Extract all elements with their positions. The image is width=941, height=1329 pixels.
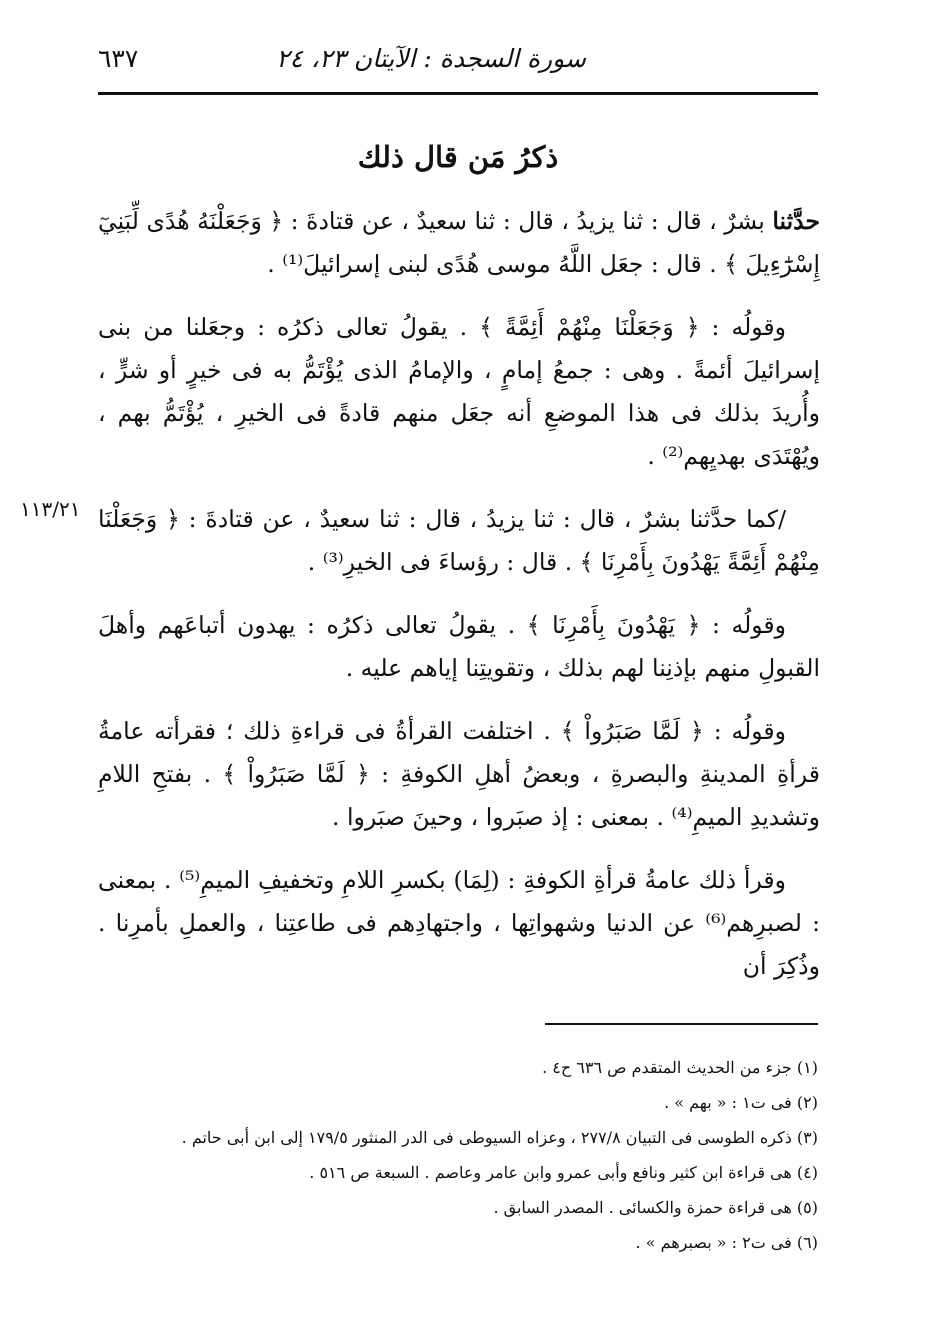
section-heading: ذكرُ مَن قال ذلك [357,140,559,174]
paragraph-4-text: وقولُه : ﴿ يَهْدُونَ بِأَمْرِنَا ﴾ . يقولُ تعالى ذكرُه : يهدون أتباعَهم وأهلَ القبولِ منهم بإذنِنا لهم بذلك ، وتقويتِنا إياهم عليه . [98,611,820,682]
footnote-3: (٣) ذكره الطوسى فى التبيان ٢٧٧/٨ ، وعزاه السيوطى فى الدر المنثور ١٧٩/٥ إلى ابن أبى حاتم . [181,1128,818,1147]
paragraph-3 [98,498,820,584]
paragraph-1-lead: حدَّثنا [772,207,820,235]
footnote-1: (١) جزء من الحديث المتقدم ص ٦٣٦ ح٤ . [542,1058,818,1077]
page-number: ٦٣٧ [98,44,139,73]
paragraph-1-text: بشرٌ ، قال : ثنا يزيدُ ، قال : ثنا سعيدٌ ، عن قتادةَ : ﴿ وَجَعَلْنَهُ هُدًى لِّبَنِيٓ إِسْرَٰٓءِيلَ ﴾ . قال : جعَل اللَّهُ موسى هُدًى لبنى إسرائيلَ⁽¹⁾ . [98,207,820,278]
main-text [98,200,820,1008]
footnote-2: (٢) فى ت١ : « بهم » . [664,1093,818,1112]
paragraph-2-text: وقولُه : ﴿ وَجَعَلْنَا مِنْهُمْ أَئِمَّةً ﴾ . يقولُ تعالى ذكرُه : وجعَلنا من بنى إسرائيلَ أئمةً . وهى : جمعُ إمامٍ ، والإمامُ الذى يُؤْتَمُّ به فى خيرٍ أو شرٍّ ، وأُريدَ بذلك فى هذا الموضعِ أنه جعَل منهم قادةً فى الخيرِ ، يُؤْتَمُّ بهم ، ويُهْتَدَى بهديِهم⁽²⁾ . [98,313,820,470]
footnote-4: (٤) هى قراءة ابن كثير ونافع وأبى عمرو وابن عامر وعاصم . السبعة ص ٥١٦ . [309,1163,818,1182]
paragraph-2 [98,306,820,478]
paragraph-4 [98,604,820,690]
paragraph-3-text: /كما حدَّثنا بشرٌ ، قال : ثنا يزيدُ ، قال : ثنا سعيدٌ ، عن قتادةَ : ﴿ وَجَعَلْنَا مِنْهُمْ أَئِمَّةً يَهْدُونَ بِأَمْرِنَا ﴾ . قال : رؤساءَ فى الخيرِ⁽³⁾ . [98,505,820,576]
paragraph-5 [98,710,820,839]
header-divider [98,92,818,95]
paragraph-6 [98,859,820,988]
footnote-divider [545,1023,818,1025]
paragraph-5-text: وقولُه : ﴿ لَمَّا صَبَرُواْ ﴾ . اختلفت القرأةُ فى قراءةِ ذلك ؛ فقرأته عامةُ قرأةِ المدينةِ والبصرةِ ، وبعضُ أهلِ الكوفةِ : ﴿ لَمَّا صَبَرُواْ ﴾ . بفتحِ اللامِ وتشديدِ الميمِ⁽⁴⁾ . بمعنى : إذ صبَروا ، وحينَ صبَروا . [98,717,820,831]
running-title: سورة السجدة : الآيتان ٢٣، ٢٤ [276,44,586,73]
footnotes [98,1050,818,1260]
paragraph-6-text: وقرأ ذلك عامةُ قرأةِ الكوفةِ : (لِمَا) بكسرِ اللامِ وتخفيفِ الميمِ⁽⁵⁾ . بمعنى : لصبرِهم⁽⁶⁾ عن الدنيا وشهواتِها ، واجتهادِهم فى طاعتِنا ، والعملِ بأمرِنا . وذُكِرَ أن [98,866,820,980]
margin-reference: ١١٣/٢١ [20,497,81,521]
footnote-5: (٥) هى قراءة حمزة والكسائى . المصدر السابق . [493,1198,818,1217]
paragraph-1 [98,200,820,286]
footnote-6: (٦) فى ت٢ : « بصبرهم » . [635,1233,818,1252]
